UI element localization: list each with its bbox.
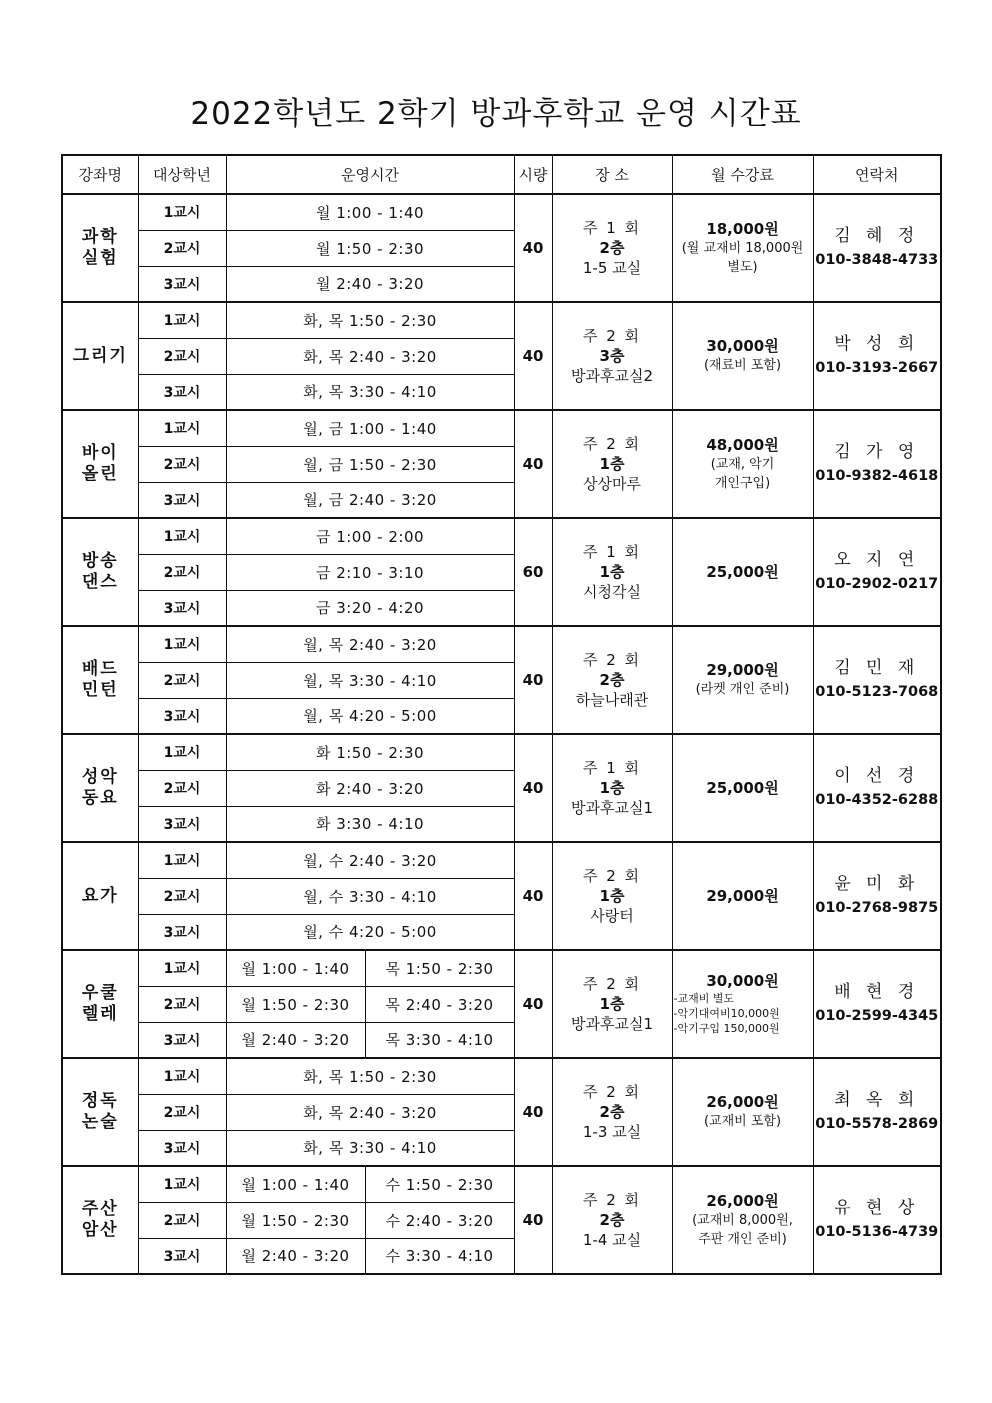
time-slot: 월 2:40 - 3:20 — [226, 266, 514, 302]
fee — [672, 302, 813, 410]
phone-number: 010-5578-2869 — [815, 1116, 939, 1132]
hours: 40 — [514, 842, 552, 950]
period-label: 3교시 — [138, 1130, 226, 1166]
fee-note: 별도) — [727, 259, 758, 275]
place — [552, 518, 672, 626]
period-label: 2교시 — [138, 230, 226, 266]
course-name-line2: 올린 — [81, 464, 119, 484]
time-slot: 화, 목 2:40 - 3:20 — [226, 338, 514, 374]
fee-amount: 29,000원 — [706, 661, 779, 679]
period-label: 3교시 — [138, 1238, 226, 1274]
header-fee: 월 수강료 — [672, 155, 813, 194]
period-label: 2교시 — [138, 1202, 226, 1238]
period-label: 2교시 — [138, 446, 226, 482]
period-label: 1교시 — [138, 194, 226, 230]
time-slot: 화, 목 1:50 - 2:30 — [226, 1058, 514, 1094]
period-label: 2교시 — [138, 878, 226, 914]
period-label: 1교시 — [138, 842, 226, 878]
contact — [813, 518, 941, 626]
place-frequency: 주 2 회 — [582, 435, 642, 453]
place-frequency: 주 2 회 — [582, 867, 642, 885]
table-row — [62, 302, 941, 338]
fee-note: -악기대여비10,000원 — [673, 1007, 780, 1020]
period-label: 1교시 — [138, 1166, 226, 1202]
time-slot-a: 월 1:00 - 1:40 — [226, 950, 365, 986]
period-label: 2교시 — [138, 986, 226, 1022]
place-floor: 2층 — [599, 1103, 625, 1121]
hours: 40 — [514, 1166, 552, 1274]
fee — [672, 1166, 813, 1274]
hours: 40 — [514, 1058, 552, 1166]
place — [552, 734, 672, 842]
hours: 60 — [514, 518, 552, 626]
fee-note: 주판 개인 준비) — [698, 1231, 787, 1247]
course-name-line1: 우쿨 — [81, 983, 119, 1003]
course-name-line1: 정독 — [81, 1091, 119, 1111]
time-slot: 화, 목 3:30 - 4:10 — [226, 374, 514, 410]
fee-amount: 30,000원 — [706, 337, 779, 355]
course-name — [62, 410, 138, 518]
course-name — [62, 626, 138, 734]
period-label: 1교시 — [138, 626, 226, 662]
table-row — [62, 518, 941, 554]
phone-number: 010-2768-9875 — [815, 900, 939, 916]
fee-amount: 25,000원 — [706, 778, 779, 797]
place-frequency: 주 2 회 — [582, 651, 642, 669]
place-floor: 2층 — [599, 1211, 625, 1229]
fee — [672, 950, 813, 1058]
hours: 40 — [514, 410, 552, 518]
time-slot-b: 목 3:30 - 4:10 — [365, 1022, 514, 1058]
course-name — [62, 842, 138, 950]
course-name-line1: 그리기 — [72, 345, 128, 366]
place-floor: 1층 — [599, 455, 625, 473]
schedule-body — [62, 194, 941, 1274]
period-label: 1교시 — [138, 950, 226, 986]
header-hours: 시량 — [514, 155, 552, 194]
fee — [672, 194, 813, 302]
instructor-name: 박 성 희 — [834, 334, 920, 354]
page-title: 2022학년도 2학기 방과후학교 운영 시간표 — [190, 96, 802, 132]
fee — [672, 626, 813, 734]
hours: 40 — [514, 734, 552, 842]
place-room: 사랑터 — [590, 907, 634, 925]
period-label: 3교시 — [138, 590, 226, 626]
time-slot-b: 수 3:30 - 4:10 — [365, 1238, 514, 1274]
course-name-line2: 민턴 — [81, 680, 119, 700]
time-slot-a: 월 1:00 - 1:40 — [226, 1166, 365, 1202]
course-name-line1: 주산 — [81, 1199, 119, 1219]
place-room: 상상마루 — [583, 475, 641, 493]
time-slot: 화, 목 1:50 - 2:30 — [226, 302, 514, 338]
time-slot: 월, 목 3:30 - 4:10 — [226, 662, 514, 698]
place-frequency: 주 2 회 — [582, 1083, 642, 1101]
phone-number: 010-5123-7068 — [815, 684, 939, 700]
time-slot: 월, 금 1:50 - 2:30 — [226, 446, 514, 482]
instructor-name: 김 민 재 — [834, 658, 920, 678]
time-slot: 화, 목 3:30 - 4:10 — [226, 1130, 514, 1166]
period-label: 2교시 — [138, 662, 226, 698]
course-name — [62, 950, 138, 1058]
time-slot: 화, 목 2:40 - 3:20 — [226, 1094, 514, 1130]
phone-number: 010-5136-4739 — [815, 1224, 939, 1240]
period-label: 3교시 — [138, 698, 226, 734]
header-course: 강좌명 — [62, 155, 138, 194]
contact — [813, 734, 941, 842]
place — [552, 842, 672, 950]
period-label: 3교시 — [138, 482, 226, 518]
contact — [813, 1166, 941, 1274]
contact — [813, 410, 941, 518]
time-slot: 화 3:30 - 4:10 — [226, 806, 514, 842]
fee-note: -교재비 별도 — [673, 992, 735, 1005]
time-slot-a: 월 1:50 - 2:30 — [226, 986, 365, 1022]
place-room: 하늘나래관 — [575, 691, 649, 709]
contact — [813, 1058, 941, 1166]
fee-note: (월 교재비 18,000원 — [681, 240, 804, 256]
place — [552, 626, 672, 734]
phone-number: 010-3193-2667 — [815, 360, 939, 376]
period-label: 3교시 — [138, 374, 226, 410]
instructor-name: 오 지 연 — [834, 550, 920, 570]
contact — [813, 302, 941, 410]
time-slot: 월, 수 2:40 - 3:20 — [226, 842, 514, 878]
contact — [813, 626, 941, 734]
place-room: 1-3 교실 — [582, 1123, 642, 1141]
course-name — [62, 302, 138, 410]
fee-amount: 26,000원 — [706, 1191, 779, 1210]
time-slot-b: 수 2:40 - 3:20 — [365, 1202, 514, 1238]
table-row — [62, 194, 941, 230]
place-frequency: 주 1 회 — [582, 543, 642, 561]
header-place: 장 소 — [552, 155, 672, 194]
course-name — [62, 734, 138, 842]
place-room: 방과후교실1 — [571, 799, 653, 817]
period-label: 2교시 — [138, 770, 226, 806]
instructor-name: 최 옥 희 — [834, 1090, 920, 1110]
table-row — [62, 734, 941, 770]
place — [552, 1058, 672, 1166]
fee-amount: 30,000원 — [706, 972, 779, 990]
header-contact: 연락처 — [813, 155, 941, 194]
period-label: 2교시 — [138, 554, 226, 590]
instructor-name: 김 가 영 — [834, 442, 920, 462]
phone-number: 010-2599-4345 — [815, 1008, 939, 1024]
course-name-line2: 논술 — [81, 1112, 119, 1132]
time-slot-b: 목 1:50 - 2:30 — [365, 950, 514, 986]
contact — [813, 950, 941, 1058]
instructor-name: 윤 미 화 — [834, 874, 920, 894]
place — [552, 1166, 672, 1274]
place-frequency: 주 1 회 — [582, 219, 642, 237]
table-row — [62, 842, 941, 878]
fee-amount: 18,000원 — [706, 219, 779, 238]
place-frequency: 주 2 회 — [582, 1191, 642, 1209]
instructor-name: 이 선 경 — [834, 766, 920, 786]
period-label: 3교시 — [138, 266, 226, 302]
place — [552, 410, 672, 518]
contact — [813, 194, 941, 302]
table-row — [62, 1166, 941, 1202]
fee-note: (라켓 개인 준비) — [695, 682, 790, 697]
place-room: 방과후교실1 — [571, 1015, 653, 1033]
time-slot: 월, 금 1:00 - 1:40 — [226, 410, 514, 446]
place — [552, 950, 672, 1058]
phone-number: 010-9382-4618 — [815, 468, 939, 484]
phone-number: 010-4352-6288 — [815, 792, 939, 808]
place-frequency: 주 2 회 — [582, 327, 642, 345]
period-label: 1교시 — [138, 1058, 226, 1094]
fee — [672, 518, 813, 626]
course-name-line2: 암산 — [81, 1220, 119, 1240]
contact — [813, 842, 941, 950]
course-name-line2: 렐레 — [81, 1004, 119, 1024]
header-time: 운영시간 — [226, 155, 514, 194]
time-slot: 월, 금 2:40 - 3:20 — [226, 482, 514, 518]
time-slot-b: 수 1:50 - 2:30 — [365, 1166, 514, 1202]
course-name — [62, 1166, 138, 1274]
time-slot-b: 목 2:40 - 3:20 — [365, 986, 514, 1022]
time-slot-a: 월 2:40 - 3:20 — [226, 1022, 365, 1058]
fee-amount: 48,000원 — [706, 435, 779, 454]
course-name-line1: 배드 — [81, 659, 119, 679]
course-name — [62, 1058, 138, 1166]
fee-note: -악기구입 150,000원 — [673, 1022, 780, 1035]
time-slot: 월, 수 4:20 - 5:00 — [226, 914, 514, 950]
time-slot: 화 1:50 - 2:30 — [226, 734, 514, 770]
fee-amount: 29,000원 — [706, 886, 779, 905]
period-label: 1교시 — [138, 410, 226, 446]
place-floor: 2층 — [599, 671, 625, 689]
fee — [672, 734, 813, 842]
period-label: 2교시 — [138, 338, 226, 374]
fee-note: (교재비 8,000원, — [692, 1212, 793, 1228]
place-floor: 1층 — [599, 887, 625, 905]
course-name-line1: 방송 — [81, 551, 119, 571]
time-slot: 금 3:20 - 4:20 — [226, 590, 514, 626]
place-frequency: 주 1 회 — [582, 759, 642, 777]
fee-note: (교재비 포함) — [703, 1114, 782, 1129]
course-name-line2: 동요 — [81, 788, 119, 808]
hours: 40 — [514, 626, 552, 734]
period-label: 3교시 — [138, 806, 226, 842]
time-slot: 월, 목 4:20 - 5:00 — [226, 698, 514, 734]
fee-amount: 26,000원 — [706, 1093, 779, 1111]
fee-note: 개인구입) — [714, 475, 771, 491]
place-floor: 1층 — [599, 563, 625, 581]
fee-amount: 25,000원 — [706, 562, 779, 581]
time-slot: 금 2:10 - 3:10 — [226, 554, 514, 590]
time-slot: 월 1:00 - 1:40 — [226, 194, 514, 230]
course-name-line1: 과학 — [81, 227, 119, 247]
header-row — [62, 155, 941, 194]
fee — [672, 1058, 813, 1166]
fee-note: (교재, 악기 — [710, 456, 775, 472]
hours: 40 — [514, 194, 552, 302]
place-room: 방과후교실2 — [571, 367, 653, 385]
course-name-line1: 성악 — [81, 767, 119, 787]
place-room: 1-5 교실 — [582, 259, 642, 277]
time-slot: 월 1:50 - 2:30 — [226, 230, 514, 266]
course-name-line2: 댄스 — [81, 572, 119, 592]
schedule-table — [61, 154, 942, 1275]
place-floor: 1층 — [599, 995, 625, 1013]
place-floor: 2층 — [599, 239, 625, 257]
instructor-name: 배 현 경 — [834, 982, 920, 1002]
period-label: 1교시 — [138, 518, 226, 554]
place-room: 시청각실 — [583, 583, 641, 601]
hours: 40 — [514, 302, 552, 410]
period-label: 1교시 — [138, 734, 226, 770]
place — [552, 194, 672, 302]
time-slot: 월, 수 3:30 - 4:10 — [226, 878, 514, 914]
header-grade: 대상학년 — [138, 155, 226, 194]
period-label: 3교시 — [138, 1022, 226, 1058]
place-frequency: 주 2 회 — [582, 975, 642, 993]
time-slot: 금 1:00 - 2:00 — [226, 518, 514, 554]
course-name-line1: 바이 — [81, 443, 119, 463]
instructor-name: 유 현 상 — [834, 1198, 920, 1218]
time-slot-a: 월 1:50 - 2:30 — [226, 1202, 365, 1238]
time-slot: 화 2:40 - 3:20 — [226, 770, 514, 806]
course-name — [62, 194, 138, 302]
place-floor: 1층 — [599, 779, 625, 797]
table-row — [62, 410, 941, 446]
time-slot-a: 월 2:40 - 3:20 — [226, 1238, 365, 1274]
phone-number: 010-3848-4733 — [815, 252, 939, 268]
period-label: 3교시 — [138, 914, 226, 950]
course-name — [62, 518, 138, 626]
fee — [672, 410, 813, 518]
course-name-line1: 요가 — [81, 885, 119, 906]
fee — [672, 842, 813, 950]
time-slot: 월, 목 2:40 - 3:20 — [226, 626, 514, 662]
phone-number: 010-2902-0217 — [815, 576, 939, 592]
table-row — [62, 1058, 941, 1094]
period-label: 1교시 — [138, 302, 226, 338]
instructor-name: 김 혜 정 — [834, 226, 920, 246]
hours: 40 — [514, 950, 552, 1058]
table-row — [62, 626, 941, 662]
course-name-line2: 실험 — [81, 248, 119, 268]
place — [552, 302, 672, 410]
fee-note: (재료비 포함) — [703, 358, 782, 373]
place-room: 1-4 교실 — [582, 1231, 642, 1249]
place-floor: 3층 — [599, 347, 625, 365]
period-label: 2교시 — [138, 1094, 226, 1130]
table-row — [62, 950, 941, 986]
